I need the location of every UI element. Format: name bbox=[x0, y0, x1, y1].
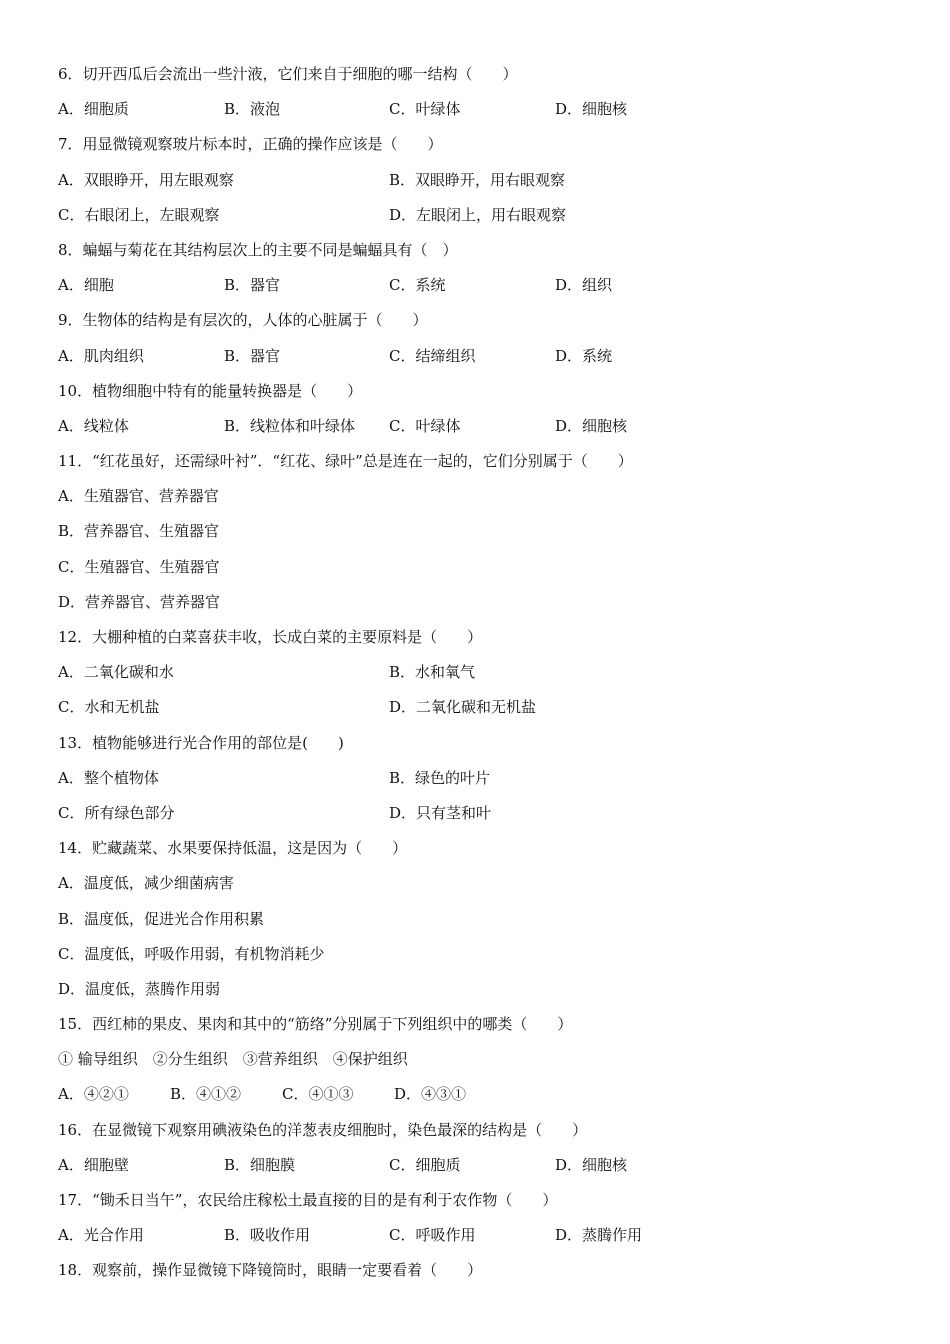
option-c: C．右眼闭上，左眼观察 bbox=[58, 205, 220, 224]
option-a: A．线粒体 bbox=[58, 416, 129, 435]
question-15-options bbox=[58, 1077, 918, 1112]
question-16-stem: 16．在显微镜下观察用碘液染色的洋葱表皮细胞时，染色最深的结构是（ ） bbox=[58, 1120, 588, 1139]
option-d: D．细胞核 bbox=[555, 1155, 628, 1174]
option-d: D．营养器官、营养器官 bbox=[58, 592, 221, 611]
question-17-options bbox=[58, 1218, 918, 1253]
option-a: A．双眼睁开，用左眼观察 bbox=[58, 170, 234, 189]
question-12-options-row-2 bbox=[58, 690, 918, 725]
question-10-options bbox=[58, 409, 918, 444]
option-a: A．细胞壁 bbox=[58, 1155, 129, 1174]
question-7-options-row-2 bbox=[58, 198, 918, 233]
question-9-stem: 9．生物体的结构是有层次的，人体的心脏属于（ ） bbox=[58, 311, 428, 330]
option-a: A．整个植物体 bbox=[58, 768, 159, 787]
option-a: A．④②① bbox=[58, 1085, 129, 1104]
option-c: C．所有绿色部分 bbox=[58, 803, 175, 822]
option-c: C．叶绿体 bbox=[389, 416, 461, 435]
option-d: D．左眼闭上，用右眼观察 bbox=[389, 205, 567, 224]
option-d: D．二氧化碳和无机盐 bbox=[389, 698, 537, 717]
option-b: B．液泡 bbox=[224, 100, 281, 119]
option-b: B．水和氧气 bbox=[389, 663, 476, 682]
option-d: D．只有茎和叶 bbox=[389, 803, 492, 822]
question-12-stem: 12．大棚种植的白菜喜获丰收，长成白菜的主要原料是（ ） bbox=[58, 628, 483, 646]
question-9-options bbox=[58, 339, 918, 374]
question-15-tissue-list: ① 输导组织 ②分生组织 ③营养组织 ④保护组织 bbox=[58, 1050, 408, 1069]
option-d: D．蒸腾作用 bbox=[555, 1226, 643, 1245]
option-d: D．细胞核 bbox=[555, 416, 628, 435]
option-b: B．绿色的叶片 bbox=[389, 768, 491, 787]
question-7-stem: 7．用显微镜观察玻片标本时，正确的操作应该是（ ） bbox=[58, 135, 443, 154]
question-6-stem: 6．切开西瓜后会流出一些汁液，它们来自于细胞的哪一结构（ ） bbox=[58, 65, 518, 83]
question-12-options-row-1 bbox=[58, 655, 918, 690]
option-b: B．双眼睁开，用右眼观察 bbox=[389, 170, 566, 189]
option-c: C．温度低，呼吸作用弱，有机物消耗少 bbox=[58, 944, 325, 963]
question-17-stem: 17．“锄禾日当午”，农民给庄稼松土最直接的目的是有利于农作物（ ） bbox=[58, 1191, 558, 1209]
question-18-stem: 18．观察前，操作显微镜下降镜筒时，眼睛一定要看着（ ） bbox=[58, 1261, 483, 1280]
question-10-stem: 10．植物细胞中特有的能量转换器是（ ） bbox=[58, 381, 363, 400]
option-a: A．细胞质 bbox=[58, 100, 129, 119]
option-d: D．温度低，蒸腾作用弱 bbox=[58, 979, 221, 998]
option-d: D．细胞核 bbox=[555, 100, 628, 119]
option-d: D．④③① bbox=[394, 1085, 467, 1104]
question-13-options-row-1 bbox=[58, 761, 918, 796]
question-13-stem: 13．植物能够进行光合作用的部位是( ) bbox=[58, 733, 344, 752]
question-11-stem: 11．“红花虽好，还需绿叶衬”．“红花、绿叶”总是连在一起的，它们分别属于（ ） bbox=[58, 452, 633, 471]
option-b: B．④①② bbox=[170, 1085, 242, 1104]
option-c: C．④①③ bbox=[282, 1085, 354, 1104]
option-c: C．细胞质 bbox=[389, 1155, 461, 1174]
option-a: A．温度低，减少细菌病害 bbox=[58, 874, 234, 893]
question-15-stem: 15．西红柿的果皮、果肉和其中的“筋络”分别属于下列组织中的哪类（ ） bbox=[58, 1015, 573, 1034]
option-c: C．生殖器官、生殖器官 bbox=[58, 557, 220, 576]
option-b: B．细胞膜 bbox=[224, 1155, 296, 1174]
option-b: B．吸收作用 bbox=[224, 1226, 311, 1245]
option-c: C．叶绿体 bbox=[389, 100, 461, 119]
option-d: D．组织 bbox=[555, 276, 613, 295]
question-8-options bbox=[58, 268, 918, 303]
exam-page bbox=[58, 57, 918, 1289]
option-c: C．水和无机盐 bbox=[58, 698, 160, 717]
question-6-options bbox=[58, 92, 918, 127]
option-b: B．线粒体和叶绿体 bbox=[224, 416, 356, 435]
option-b: B．营养器官、生殖器官 bbox=[58, 522, 220, 541]
option-a: A．二氧化碳和水 bbox=[58, 663, 174, 682]
option-b: B．器官 bbox=[224, 276, 281, 295]
question-8-stem: 8．蝙蝠与菊花在其结构层次上的主要不同是蝙蝠具有（ ） bbox=[58, 240, 458, 259]
option-a: A．光合作用 bbox=[58, 1226, 144, 1245]
option-c: C．系统 bbox=[389, 276, 446, 295]
question-7-options-row-1 bbox=[58, 163, 918, 198]
option-c: C．结缔组织 bbox=[389, 346, 476, 365]
option-a: A．肌肉组织 bbox=[58, 346, 144, 365]
question-16-options bbox=[58, 1148, 918, 1183]
option-a: A．细胞 bbox=[58, 276, 114, 295]
question-13-options-row-2 bbox=[58, 796, 918, 831]
option-c: C．呼吸作用 bbox=[389, 1226, 476, 1245]
option-b: B．器官 bbox=[224, 346, 281, 365]
option-a: A．生殖器官、营养器官 bbox=[58, 487, 219, 506]
option-b: B．温度低，促进光合作用积累 bbox=[58, 909, 265, 928]
question-14-stem: 14．贮藏蔬菜、水果要保持低温，这是因为（ ） bbox=[58, 839, 408, 858]
option-d: D．系统 bbox=[555, 346, 613, 365]
